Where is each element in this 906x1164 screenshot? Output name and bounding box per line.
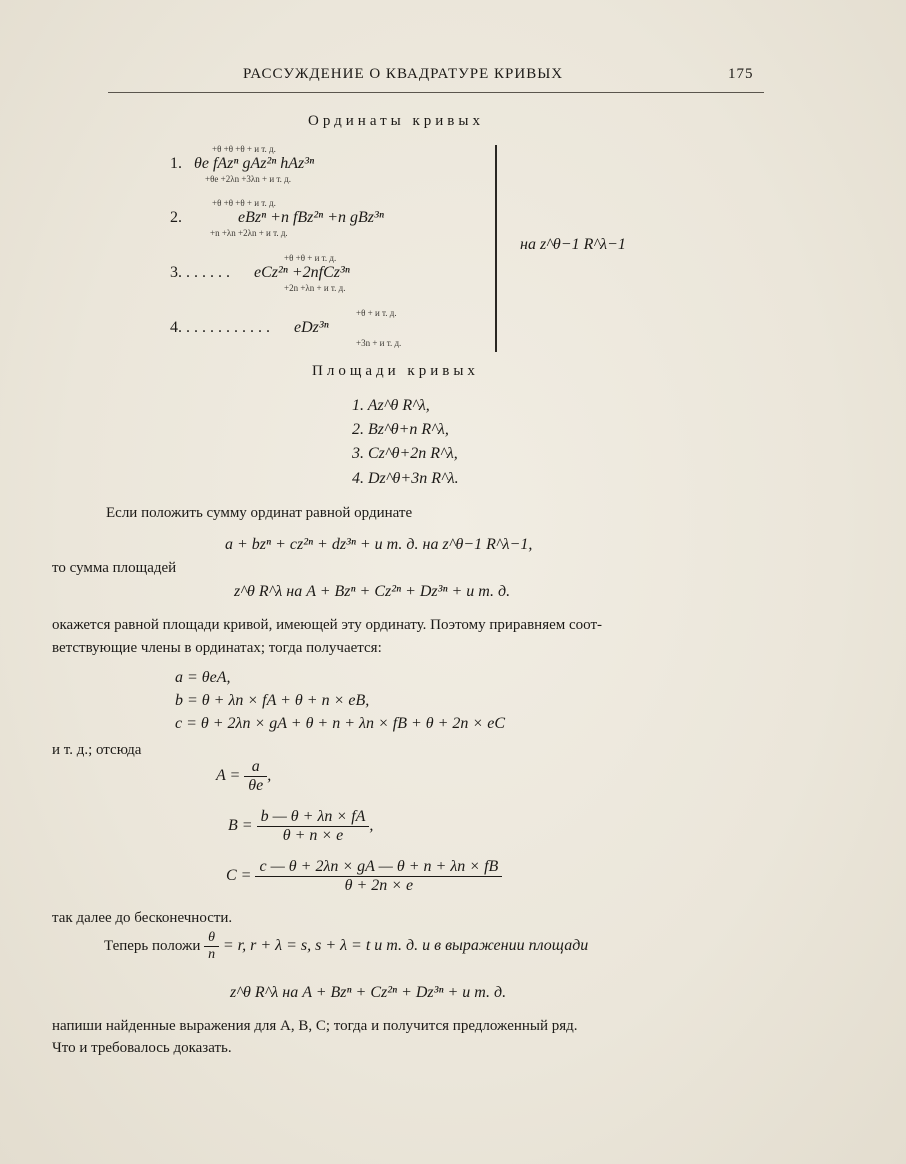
paragraph-6-start: Теперь положи xyxy=(104,937,201,954)
ordinates-heading: Ординаты кривых xyxy=(308,113,484,129)
row3-bottom: +2n +λn + и т. д. xyxy=(284,283,346,293)
header-rule xyxy=(108,92,764,93)
running-title: РАССУЖДЕНИЕ О КВАДРАТУРЕ КРИВЫХ xyxy=(243,66,564,82)
paragraph-6 xyxy=(104,930,588,963)
paragraph-4: и т. д.; отсюда xyxy=(52,742,142,758)
equation-ordinate-sum: a + bzⁿ + cz²ⁿ + dz³ⁿ + и т. д. на z^θ−1 R^λ−1, xyxy=(225,536,533,553)
paragraph-8: Что и требовалось доказать. xyxy=(52,1040,232,1056)
areas-heading: Площади кривых xyxy=(312,363,479,379)
formula-B-fraction xyxy=(257,808,370,845)
ratio-fraction xyxy=(204,930,219,963)
paragraph-6-end: = r, r + λ = s, s + λ = t и т. д. и в выражении площади xyxy=(222,936,589,954)
row4-top: +θ + и т. д. xyxy=(356,308,397,318)
row3-terms: eCz²ⁿ +2nfCz³ⁿ xyxy=(254,264,350,281)
formula-C-lhs: C = xyxy=(226,867,252,885)
ratio-numerator: θ xyxy=(204,930,219,947)
system-eq-2: b = θ + λn × fA + θ + n × eB, xyxy=(175,692,370,709)
formula-B: B = $\frac{b — \theta + \lambda n \times fA}{\theta + n \times e}$ , xyxy=(228,808,374,844)
row2-terms: eBzⁿ +n fBz²ⁿ +n gBz³ⁿ xyxy=(238,209,384,226)
paragraph-5: так далее до бесконечности. xyxy=(52,910,233,926)
formula-C-fraction xyxy=(255,858,502,895)
area-item-2: 2. Bz^θ+n R^λ, xyxy=(352,421,449,438)
row4-terms: eDz³ⁿ xyxy=(294,319,329,336)
row2-bottom: +n +λn +2λn + и т. д. xyxy=(210,228,288,238)
formula-C-numerator: c — θ + 2λn × gA — θ + n + λn × fB xyxy=(255,858,502,877)
row1-bottom: +θe +2λn +3λn + и т. д. xyxy=(205,174,291,184)
formula-B-numerator: b — θ + λn × fA xyxy=(257,808,370,827)
system-eq-1: a = θeA, xyxy=(175,669,231,686)
equation-area-expression: z^θ R^λ на A + Bzⁿ + Cz²ⁿ + Dz³ⁿ + и т. д. xyxy=(230,984,507,1001)
row4-number: 4. . . . . . . . . . . . xyxy=(170,319,270,336)
row4 xyxy=(170,319,329,337)
paragraph-1: Если положить сумму ординат равной ординате xyxy=(106,505,413,521)
row2-top: +θ +θ +θ + и т. д. xyxy=(212,198,276,208)
row4-bottom: +3n + и т. д. xyxy=(356,338,402,348)
ratio-denominator: n xyxy=(208,947,216,962)
row2 xyxy=(170,209,384,227)
paragraph-7: напиши найденные выражения для A, B, C; тогда и получится предложенный ряд. xyxy=(52,1018,578,1034)
system-eq-3: c = θ + 2λn × gA + θ + n + λn × fB + θ + 2n × eC xyxy=(175,715,505,732)
row1-top: +θ +θ +θ + и т. д. xyxy=(212,144,276,154)
area-item-4: 4. Dz^θ+3n R^λ. xyxy=(352,470,459,487)
formula-A-lhs: A = xyxy=(216,767,241,785)
row3-top: +θ +θ + и т. д. xyxy=(284,253,337,263)
formula-A-denominator: θe xyxy=(248,777,264,794)
row3-number: 3. . . . . . . xyxy=(170,264,230,281)
area-item-3: 3. Cz^θ+2n R^λ, xyxy=(352,445,458,462)
right-brace xyxy=(495,145,497,352)
row1 xyxy=(170,155,314,173)
row3 xyxy=(170,264,350,282)
row1-number: 1. xyxy=(170,155,182,172)
paragraph-3b: ветствующие члены в ординатах; тогда получается: xyxy=(52,640,382,656)
formula-C xyxy=(226,858,502,895)
formula-A-fraction xyxy=(244,758,267,795)
row2-number: 2. xyxy=(170,209,182,226)
page-number: 175 xyxy=(728,66,754,82)
formula-B-denominator: θ + n × e xyxy=(282,827,344,844)
area-item-1: 1. Az^θ R^λ, xyxy=(352,397,430,414)
equation-area-sum: z^θ R^λ на A + Bzⁿ + Cz²ⁿ + Dz³ⁿ + и т. д. xyxy=(234,583,511,600)
row1-terms: θe fAzⁿ gAz²ⁿ hAz³ⁿ xyxy=(194,155,315,172)
ordinate-multiplier: на z^θ−1 R^λ−1 xyxy=(520,236,626,253)
paragraph-3a: окажется равной площади кривой, имеющей эту ординату. Поэтому приравняем соот- xyxy=(52,617,603,633)
formula-A-numerator: a xyxy=(244,758,267,777)
formula-A: A = $\frac{a}{\theta e}$ , xyxy=(216,758,272,794)
paragraph-2: то сумма площадей xyxy=(52,560,177,576)
formula-B-lhs: B = xyxy=(228,817,253,835)
formula-C-denominator: θ + 2n × e xyxy=(344,877,414,894)
